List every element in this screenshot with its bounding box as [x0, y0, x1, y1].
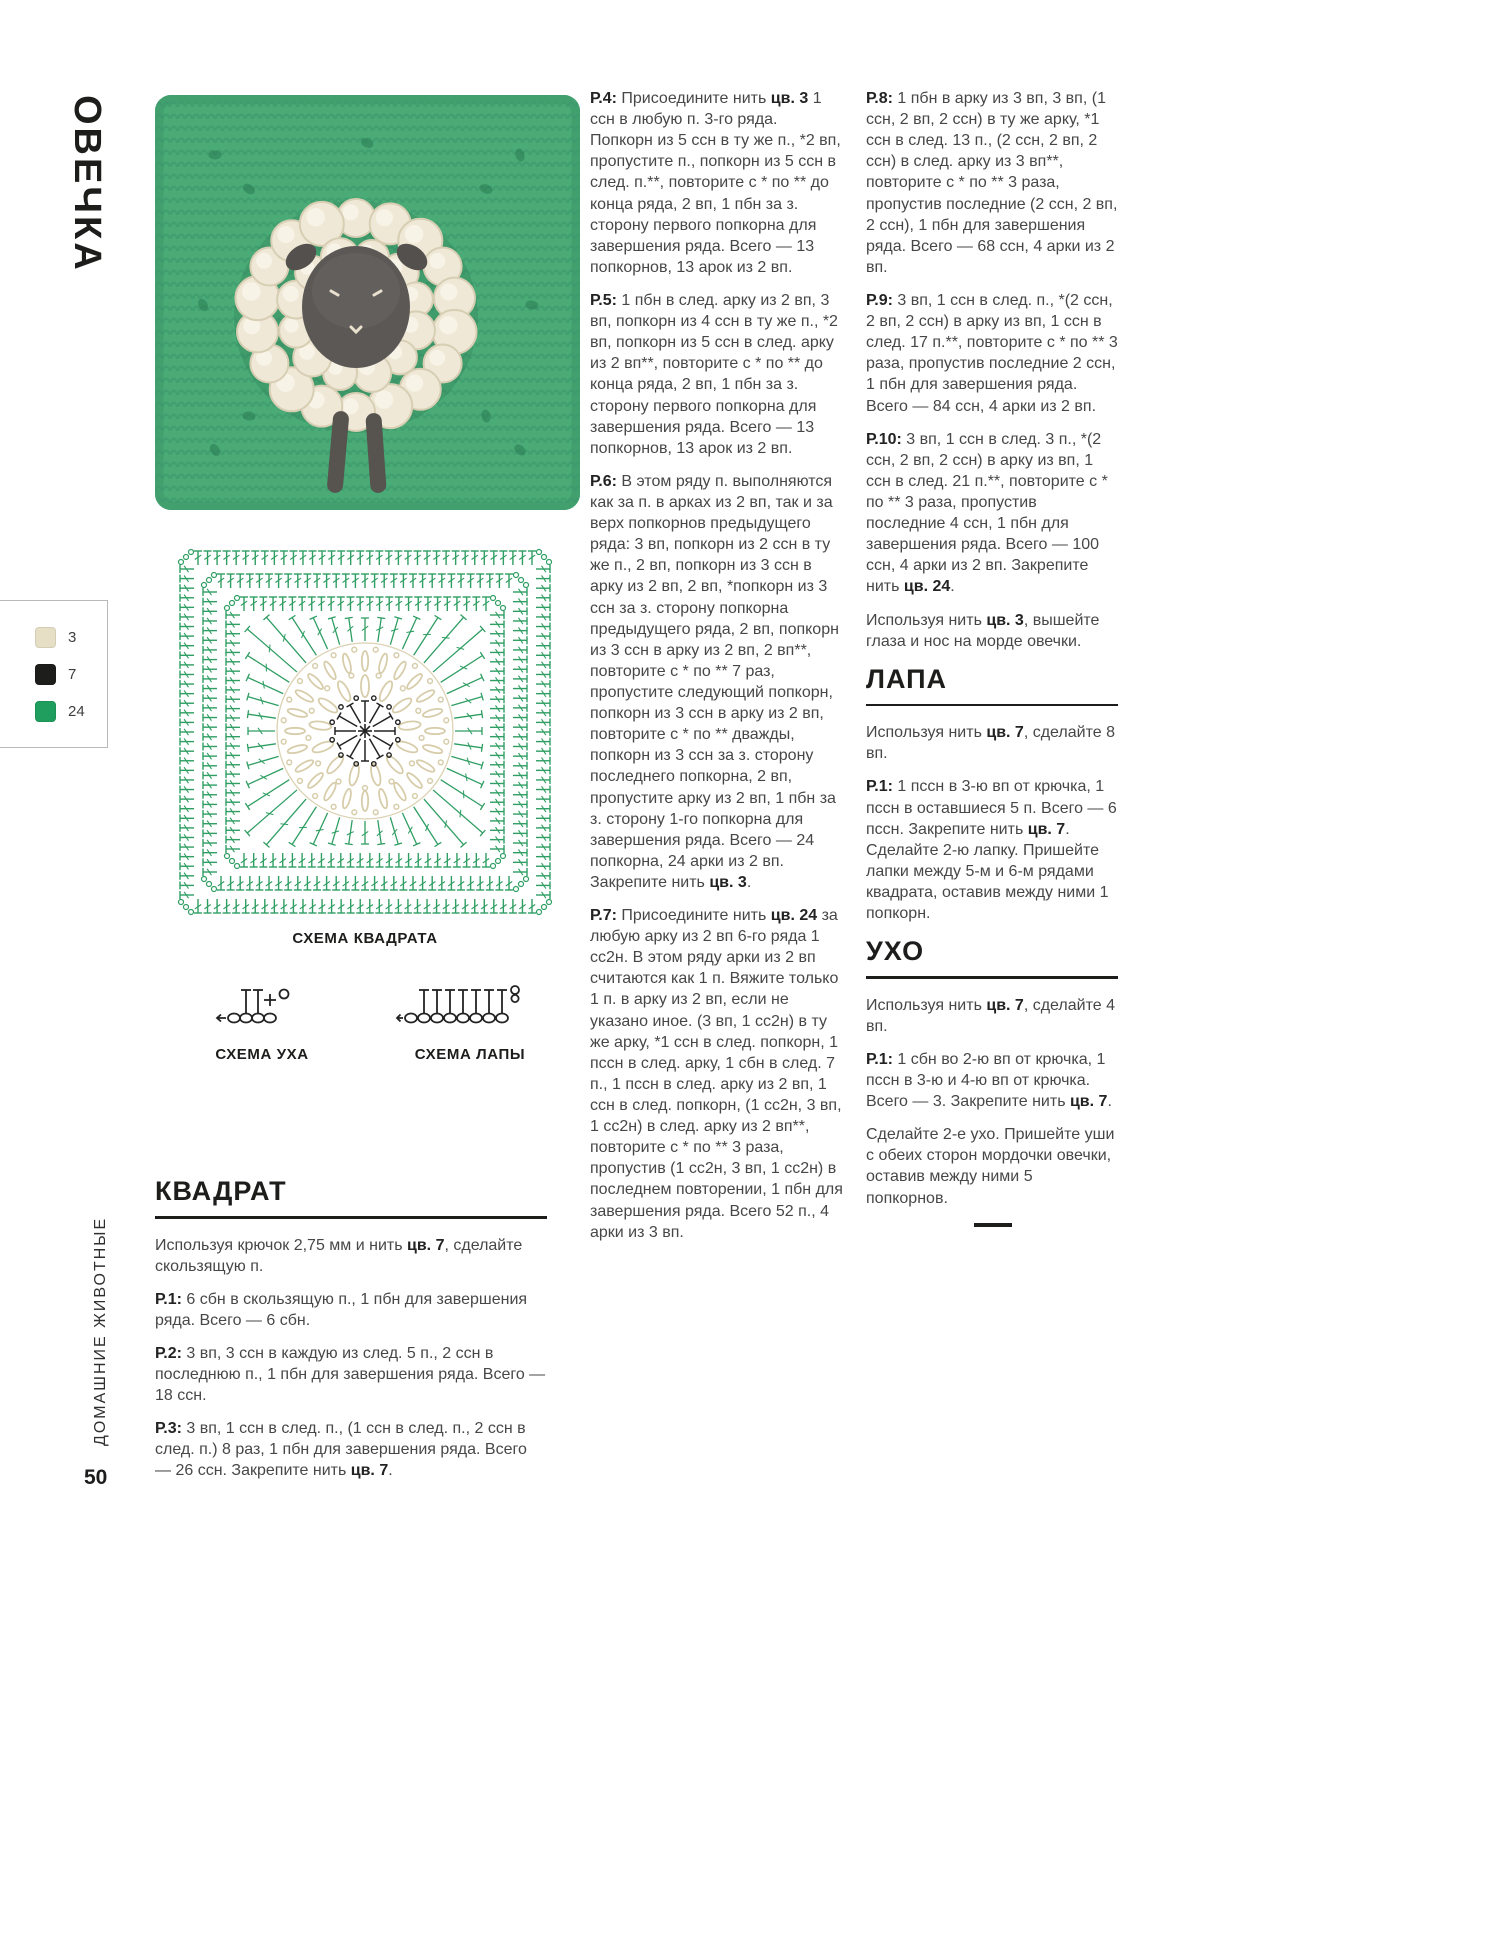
right-column-instructions: [866, 88, 1118, 652]
pattern-paragraph: Р.10: 3 вп, 1 ссн в след. 3 п., *(2 ссн, 2 вп, 2 ссн) в арку из вп, 1 ссн в след. 21 п.**, повторите с * по ** 3 раза, пропустив последние 4 ссн, 1 пбн для завершения ряда. Всего — 100 ссн, 4 арки из 2 вп. Закрепите нить цв. 24.: [866, 430, 1108, 596]
legend-item: [35, 627, 107, 648]
category-vertical-label: ДОМАШНИЕ ЖИВОТНЫЕ: [92, 1216, 109, 1446]
sheep-square-photo: [155, 95, 580, 510]
heading-rule: [866, 704, 1118, 707]
paw-chart-svg: [395, 976, 545, 1030]
ear-chart-svg: [212, 976, 312, 1030]
legend-item: [35, 664, 107, 685]
right-column: [866, 88, 1118, 1227]
lapa-instructions: [866, 722, 1118, 924]
pattern-paragraph: Р.7: Присоедините нить цв. 24 за любую арку из 2 вп 6-го ряда 1 сс2н. В этом ряду арки из 2 вп считаются как 1 п. Вяжите только 1 п. в арку из 2 вп, если не указано иное. (3 вп, 1 сс2н) в ту же арку, *1 ссн в след. попкорн, 1 пссн в след. арку, 1 сбн в след. 7 п., 1 пссн в след. арку из 2 вп, 1 ссн в след. попкорн, (1 сс2н, 3 вп, 1 сс2н) в след. арку из 2 вп**, повторите с * по ** 3 раза, пропустив (1 сс2н, 3 вп, 1 сс2н) в последнем повторении, 1 пбн для завершения ряда. Всего 52 п., 4 арки из 3 вп.: [590, 907, 843, 1241]
heading-rule: [866, 976, 1118, 979]
uho-instructions: [866, 995, 1118, 1209]
legend-item: [35, 701, 107, 722]
color-swatch: [35, 701, 56, 722]
pattern-paragraph: Используя нить цв. 3, вышейте глаза и нос на морде овечки.: [866, 611, 1100, 650]
legend-label: 24: [68, 702, 85, 720]
legend-label: 3: [68, 628, 77, 646]
square-chart-diagram: [170, 543, 560, 923]
paw-chart-caption: СХЕМА ЛАПЫ: [414, 1046, 526, 1063]
pattern-paragraph: Р.3: 3 вп, 1 ссн в след. п., (1 ссн в след. п., 2 ссн в след. п.) 8 раз, 1 пбн для завершения ряда. Всего — 26 ссн. Закрепите нить цв. 7.: [155, 1420, 527, 1480]
ear-chart-caption: СХЕМА УХА: [215, 1046, 309, 1063]
pattern-paragraph: Р.1: 6 сбн в скользящую п., 1 пбн для завершения ряда. Всего — 6 сбн.: [155, 1290, 528, 1329]
sheep-photo-svg: [155, 95, 580, 510]
square-chart-svg: [170, 543, 560, 923]
legend-label: 7: [68, 665, 77, 683]
pattern-paragraph: Р.1: 1 сбн во 2-ю вп от крючка, 1 пссн в 3-ю и 4-ю вп от крючка. Всего — 3. Закрепите нить цв. 7.: [866, 1050, 1112, 1111]
page-title-vertical: ОВЕЧКА: [66, 95, 108, 273]
section-heading-uho: УХО: [866, 936, 925, 967]
pattern-paragraph: Р.5: 1 пбн в след. арку из 2 вп, 3 вп, попкорн из 4 ссн в ту же п., *2 вп, попкорн из 5 ссн в след. арку из 2 вп**, повторите с * по ** до конца ряда, 2 вп, 1 пбн за з. сторону первого попкорна для завершения ряда. Всего — 13 попкорнов, 13 арок из 2 вп.: [590, 291, 838, 457]
color-swatch: [35, 627, 56, 648]
section-heading-lapa: ЛАПА: [866, 663, 947, 694]
section-heading-kvadrat: КВАДРАТ: [155, 1176, 287, 1206]
heading-rule: [155, 1216, 547, 1219]
end-marker: [974, 1223, 1012, 1227]
paw-chart-diagram: [395, 976, 545, 1035]
pattern-paragraph: Р.9: 3 вп, 1 ссн в след. п., *(2 ссн, 2 вп, 2 ссн) в арку из вп, 1 ссн в след. 17 п.**, повторите с * по ** 3 раза, пропустив последние 2 ссн, 1 пбн для завершения ряда. Всего — 84 ссн, 4 арки из 2 вп.: [866, 291, 1118, 415]
square-chart-caption: СХЕМА КВАДРАТА: [292, 930, 438, 947]
middle-column-instructions: [590, 88, 844, 1255]
kvadrat-instructions: [155, 1235, 547, 1482]
pattern-paragraph: Р.8: 1 пбн в арку из 3 вп, 3 вп, (1 ссн, 2 вп, 2 ссн) в ту же арку, *1 ссн в след. 13 п., (2 ссн, 2 вп, 2 ссн) в след. арку из 3 вп**, повторите с * по ** 3 раза, пропустив последние (2 ссн, 2 вп, 2 ссн), 1 пбн для завершения ряда. Всего — 68 ссн, 4 арки из 2 вп.: [866, 90, 1118, 276]
pattern-paragraph: Сделайте 2-е ухо. Пришейте уши с обеих сторон мордочки овечки, оставив между ними 5 попкорнов.: [866, 1126, 1115, 1207]
pattern-paragraph: Используя нить цв. 7, сделайте 4 вп.: [866, 996, 1115, 1035]
sheep-face-highlight: [312, 253, 400, 329]
color-swatch: [35, 664, 56, 685]
ear-chart-diagram: [212, 976, 312, 1035]
section-kvadrat: [155, 1176, 547, 1494]
color-legend: [0, 600, 108, 748]
page-number: 50: [84, 1466, 108, 1489]
pattern-paragraph: Используя нить цв. 7, сделайте 8 вп.: [866, 724, 1115, 763]
pattern-paragraph: Р.4: Присоедините нить цв. 3 1 ссн в любую п. 3-го ряда. Попкорн из 5 ссн в ту же п., *2 вп, пропустите п., попкорн из 5 ссн в след. п.**, повторите с * по ** до конца ряда, 2 вп, 1 пбн за з. сторону первого попкорна для завершения ряда. Всего — 13 попкорнов, 13 арок из 2 вп.: [590, 90, 841, 276]
pattern-paragraph: Р.6: В этом ряду п. выполняются как за п. в арках из 2 вп, так и за верх попкорнов предыдущего ряда: 3 вп, попкорн из 2 ссн в ту же п., 2 вп, попкорн из 3 ссн в арку из 2 вп, 2 вп, *попкорн из 3 ссн за з. сторону попкорна предыдущего ряда, 2 вп, попкорн из 3 ссн в арку из 2 вп, 2 вп**, повторите с * по ** 7 раз, пропустите следующий попкорн, попкорн из 3 ссн в арку из 2 вп, повторите с * по ** дважды, попкорн из 3 ссн за з. сторону последнего попкорна, 2 вп, пропустите арку из 2 вп, 1 пбн за з. сторону 1-го попкорна для завершения ряда. Всего — 24 попкорна, 24 арки из 2 вп. Закрепите нить цв. 3.: [590, 472, 839, 891]
pattern-paragraph: Используя крючок 2,75 мм и нить цв. 7, сделайте скользящую п.: [155, 1236, 523, 1275]
pattern-paragraph: Р.1: 1 пссн в 3-ю вп от крючка, 1 пссн в оставшиеся 5 п. Всего — 6 пссн. Закрепите нить цв. 7. Сделайте 2-ю лапку. Пришейте лапки между 5-м и 6-м рядами квадрата, оставив между ними 1 попкорн.: [866, 778, 1117, 923]
pattern-paragraph: Р.2: 3 вп, 3 ссн в каждую из след. 5 п., 2 ссн в последнюю п., 1 пбн для завершения ряда. Всего — 18 ссн.: [155, 1344, 546, 1405]
